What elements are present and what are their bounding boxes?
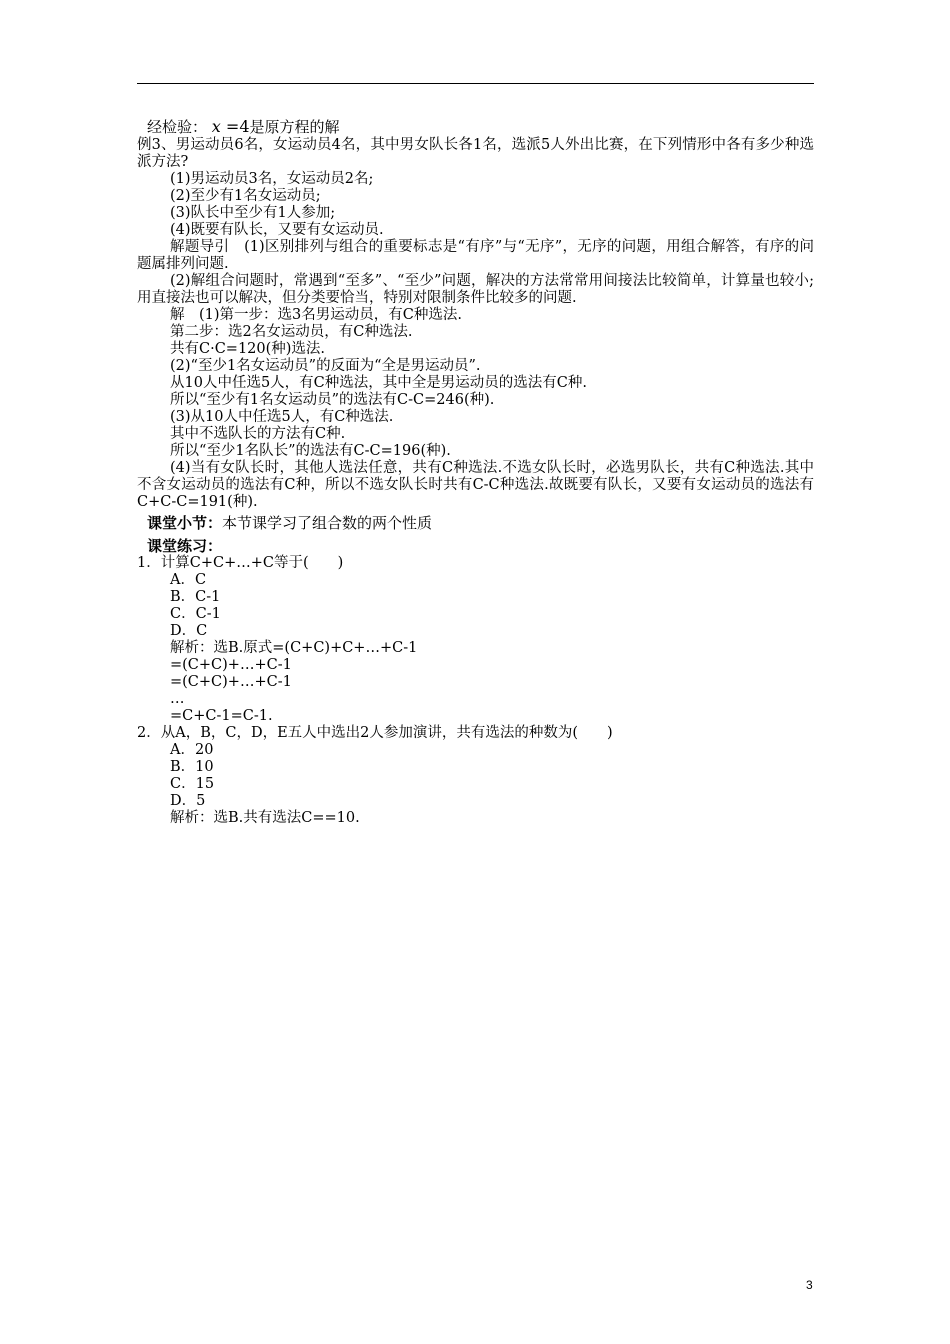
check-suffix: 是原方程的解 [249, 118, 340, 136]
question-2-analysis-1: 解析：选B.共有选法C==10. [170, 810, 360, 826]
question-1-option-d: D．C [170, 623, 208, 639]
question-2-option-a: A．20 [170, 742, 214, 758]
summary-line [137, 515, 814, 532]
question-1-analysis-2: =(C+C)+…+C-1 [170, 657, 292, 673]
check-line [137, 118, 814, 136]
question-1-analysis-1: 解析：选B.原式=(C+C)+C+…+C-1 [170, 640, 418, 656]
question-1-option-c: C．C-1 [170, 606, 221, 622]
document-body [137, 118, 814, 827]
practice-label: 课堂练习： [147, 537, 223, 555]
question-1-option-b: B．C-1 [170, 589, 221, 605]
solution-line-9: 所以“至少1名队长”的选法有C-C=196(种). [170, 443, 451, 459]
solution-line-4: (2)“至少1名女运动员”的反面为“全是男运动员”. [170, 358, 481, 374]
question-2-option-d: D．5 [170, 793, 206, 809]
header-rule [137, 83, 814, 84]
solution-line-6: 所以“至少有1名女运动员”的选法有C-C=246(种). [170, 392, 495, 408]
question-1-stem: 1．计算C+C+…+C等于( ) [137, 555, 344, 571]
equation-value: =4 [220, 117, 250, 136]
question-2-stem: 2．从A，B，C，D，E五人中选出2人参加演讲，共有选法的种数为( ) [137, 725, 613, 741]
example3-item-1: (1)男运动员3名，女运动员2名; [170, 171, 374, 187]
example3-item-3: (3)队长中至少有1人参加; [170, 205, 336, 221]
solution-part-4: (4)当有女队长时，其他人选法任意，共有C种选法.不选女队长时，必选男队长，共有C种选法.其中不含女运动员的选法有C种，所以不选女队长时共有C-C种选法.故既要有队长，又要有女运动员的选法有C+C-C=191(种). [137, 460, 814, 510]
example3-title: 例3、男运动员6名，女运动员4名，其中男女队长各1名，选派5人外出比赛，在下列情形中各有多少种选派方法? [137, 137, 814, 170]
summary-label: 课堂小节： [147, 514, 223, 532]
solution-guide-2: (2)解组合问题时，常遇到“至多”、“至少”问题，解决的方法常常用间接法比较简单，计算量也较小;用直接法也可以解决，但分类要恰当，特别对限制条件比较多的问题. [137, 273, 814, 306]
question-1-analysis-4: … [170, 691, 185, 707]
question-2-option-b: B．10 [170, 759, 214, 775]
check-equation [212, 117, 250, 136]
page-number: 3 [806, 1278, 813, 1292]
solution-line-8: 其中不选队长的方法有C种. [170, 426, 346, 442]
solution-line-3: 共有C·C=120(种)选法. [170, 341, 326, 357]
solution-line-7: (3)从10人中任选5人，有C种选法. [170, 409, 394, 425]
summary-text: 本节课学习了组合数的两个性质 [222, 514, 433, 532]
question-1-analysis-5: =C+C-1=C-1. [170, 708, 273, 724]
solution-line-1: 解 (1)第一步：选3名男运动员，有C种选法. [170, 307, 462, 323]
solution-guide-1: 解题导引 (1)区别排列与组合的重要标志是“有序”与“无序”，无序的问题，用组合解答，有序的问题属排列问题. [137, 239, 814, 272]
solution-line-2: 第二步：选2名女运动员，有C种选法. [170, 324, 413, 340]
question-1-analysis-3: =(C+C)+…+C-1 [170, 674, 292, 690]
equation-variable: x [211, 117, 221, 136]
example3-item-2: (2)至少有1名女运动员; [170, 188, 321, 204]
check-prefix: 经检验： [147, 118, 208, 136]
example3-item-4: (4)既要有队长，又要有女运动员. [170, 222, 384, 238]
question-1-option-a: A．C [170, 572, 207, 588]
question-2-option-c: C．15 [170, 776, 215, 792]
solution-line-5: 从10人中任选5人，有C种选法，其中全是男运动员的选法有C种. [170, 375, 587, 391]
